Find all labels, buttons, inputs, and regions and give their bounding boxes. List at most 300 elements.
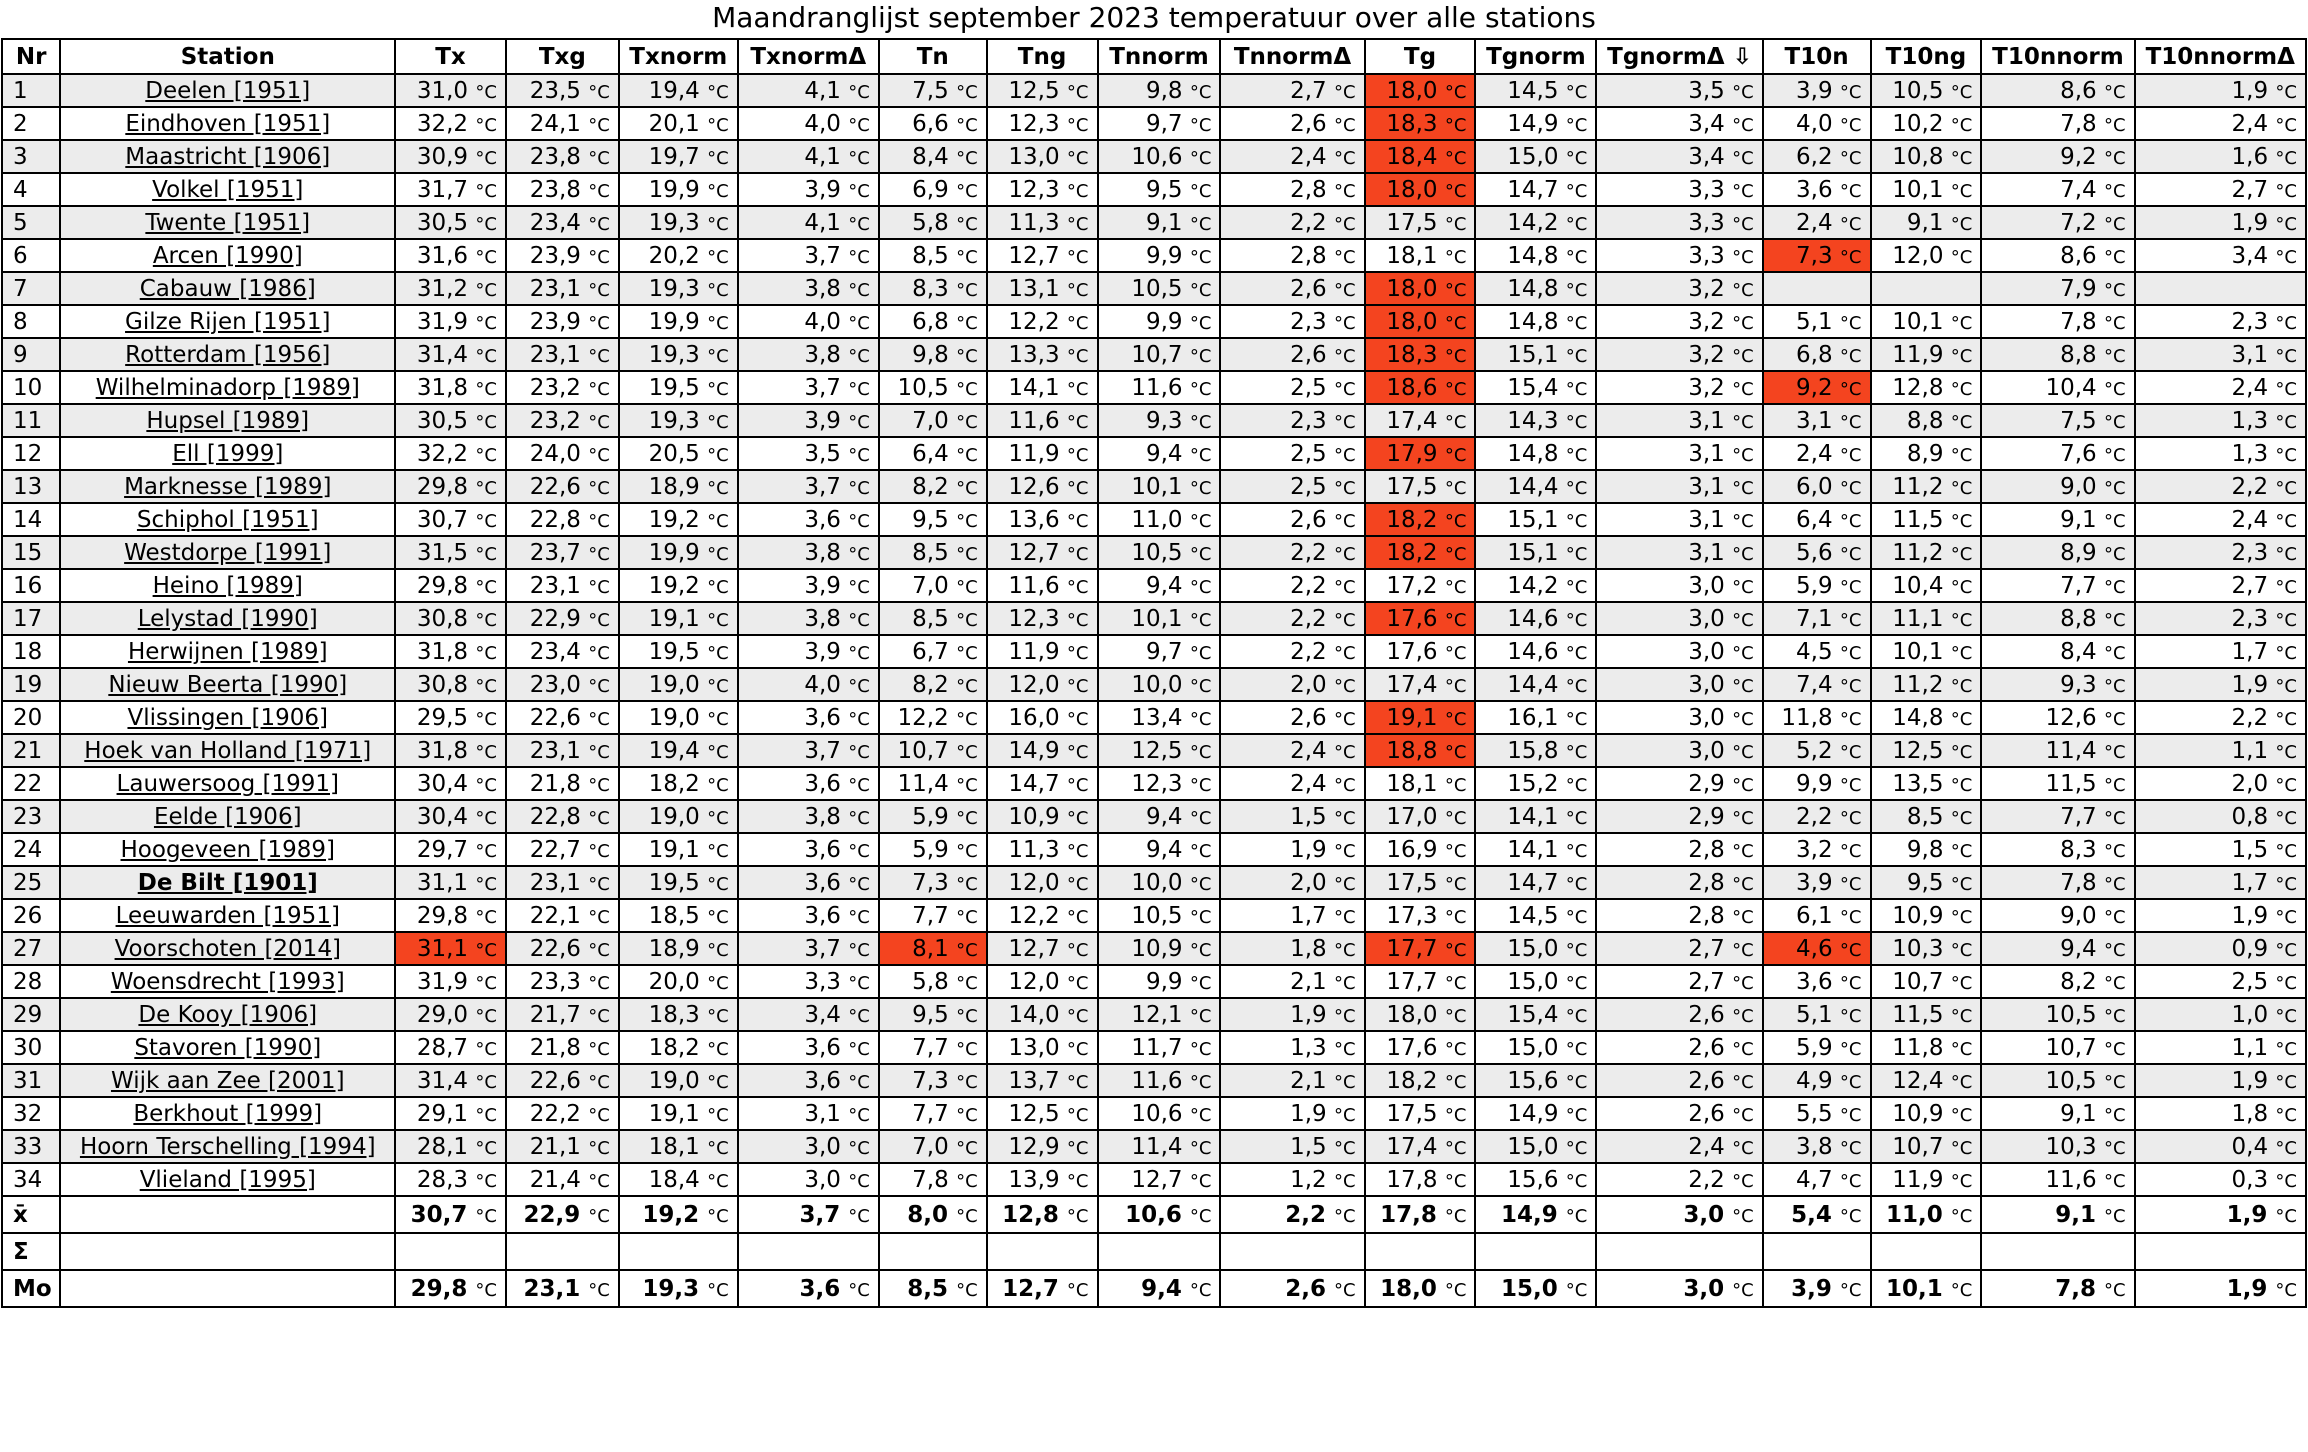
unit: °C <box>2275 1137 2297 1159</box>
unit: °C <box>1839 1005 1862 1027</box>
unit: °C <box>1189 609 1212 631</box>
station-link[interactable]: Hoek van Holland [1971] <box>84 737 372 764</box>
unit: °C <box>1839 642 1862 664</box>
value: 23,1 <box>529 275 581 302</box>
value-cell <box>1475 1097 1596 1130</box>
value: 11,9 <box>1892 341 1944 368</box>
station-link[interactable]: Twente [1951] <box>145 209 311 236</box>
value: 29,8 <box>416 473 469 500</box>
value-cell <box>1596 635 1762 668</box>
value-cell <box>1871 437 1982 470</box>
unit: °C <box>1066 642 1089 664</box>
station-link[interactable]: De Bilt [1901] <box>137 869 318 896</box>
value: 9,5 <box>1906 869 1944 896</box>
value-cell <box>1763 800 1871 833</box>
station-cell <box>60 602 395 635</box>
value-cell <box>1981 74 2134 107</box>
unit: °C <box>1066 444 1089 466</box>
station-link[interactable]: Marknesse [1989] <box>124 473 332 500</box>
value-cell <box>506 1270 619 1307</box>
unit: °C <box>956 708 978 730</box>
value: 31,0 <box>416 77 469 104</box>
value-cell <box>1098 404 1221 437</box>
value: 23,1 <box>529 737 581 764</box>
value-cell <box>987 767 1098 800</box>
unit: °C <box>475 1104 497 1126</box>
value: 2,9 <box>1688 770 1725 797</box>
value-cell <box>879 1196 987 1233</box>
value: 11,9 <box>1008 440 1060 467</box>
value: 3,9 <box>1796 869 1833 896</box>
value: 18,0 <box>1386 176 1438 203</box>
station-link[interactable]: Woensdrecht [1993] <box>110 968 345 995</box>
value: 3,6 <box>804 704 841 731</box>
value-cell <box>879 602 987 635</box>
value: 19,5 <box>648 869 700 896</box>
value: 14,8 <box>1507 308 1559 335</box>
unit: °C <box>848 807 870 829</box>
unit: °C <box>1839 873 1862 895</box>
unit: °C <box>956 939 978 961</box>
value: 11,2 <box>1892 473 1944 500</box>
station-link[interactable]: Ell [1999] <box>172 440 284 467</box>
value: 3,7 <box>804 935 841 962</box>
value: 3,8 <box>804 605 841 632</box>
value-cell <box>395 1097 506 1130</box>
value-cell <box>1365 371 1476 404</box>
value: 3,1 <box>1688 407 1725 434</box>
value: 3,6 <box>799 1275 841 1302</box>
unit: °C <box>1189 906 1212 928</box>
unit: °C <box>1950 213 1973 235</box>
unit: °C <box>1565 675 1588 697</box>
rank-cell: 16 <box>2 569 60 602</box>
station-link[interactable]: Eelde [1906] <box>153 803 302 830</box>
value-cell <box>1220 569 1364 602</box>
value: 23,1 <box>529 869 581 896</box>
value: 8,1 <box>912 935 949 962</box>
value-cell <box>506 1196 619 1233</box>
value-cell <box>1596 833 1762 866</box>
value: 3,1 <box>804 1100 841 1127</box>
station-link[interactable]: Maastricht [1906] <box>125 143 331 170</box>
value-cell <box>987 899 1098 932</box>
unit: °C <box>1334 1038 1356 1060</box>
value: 10,1 <box>1131 473 1183 500</box>
unit: °C <box>1444 114 1467 136</box>
value: 15,0 <box>1507 143 1559 170</box>
unit: °C <box>1732 675 1754 697</box>
value: 18,8 <box>1386 737 1438 764</box>
value-cell <box>1981 305 2134 338</box>
value: 18,3 <box>648 1001 700 1028</box>
value: 12,7 <box>1008 539 1060 566</box>
value-cell <box>395 701 506 734</box>
rank-cell: 21 <box>2 734 60 767</box>
unit: °C <box>2103 873 2126 895</box>
unit: °C <box>1334 180 1356 202</box>
value-cell <box>395 1270 506 1307</box>
value-cell <box>1596 701 1762 734</box>
value-cell <box>1981 734 2134 767</box>
table-row <box>2 932 2306 965</box>
unit: °C <box>475 1279 497 1301</box>
value: 31,9 <box>416 308 469 335</box>
value: 1,9 <box>2231 77 2269 104</box>
value: 14,9 <box>1507 1100 1559 1127</box>
value-cell <box>1220 1196 1364 1233</box>
unit: °C <box>956 873 978 895</box>
station-cell <box>60 899 395 932</box>
value: 18,2 <box>1386 1067 1438 1094</box>
value: 12,6 <box>2045 704 2097 731</box>
station-link[interactable]: De Kooy [1906] <box>138 1001 318 1028</box>
value: 11,6 <box>1008 572 1060 599</box>
value-cell <box>987 173 1098 206</box>
value-cell <box>1596 503 1762 536</box>
unit: °C <box>1066 774 1089 796</box>
station-link[interactable]: Heino [1989] <box>152 572 303 599</box>
station-link[interactable]: Westdorpe [1991] <box>124 539 332 566</box>
value: 28,7 <box>416 1034 469 1061</box>
unit: °C <box>1950 1104 1973 1126</box>
value-cell <box>506 668 619 701</box>
unit: °C <box>707 345 729 367</box>
unit: °C <box>1066 906 1089 928</box>
unit: °C <box>1565 576 1588 598</box>
unit: °C <box>2275 1170 2297 1192</box>
unit: °C <box>1565 510 1588 532</box>
table-row <box>2 173 2306 206</box>
station-cell <box>60 866 395 899</box>
value-cell <box>879 734 987 767</box>
value-cell <box>987 536 1098 569</box>
unit: °C <box>1444 1038 1467 1060</box>
value: 19,4 <box>648 77 700 104</box>
station-link[interactable]: Eindhoven [1951] <box>125 110 331 137</box>
value: 31,2 <box>416 275 469 302</box>
value-cell <box>619 1163 738 1196</box>
unit: °C <box>1732 576 1754 598</box>
station-cell <box>60 338 395 371</box>
value: 7,7 <box>912 902 949 929</box>
value: 14,7 <box>1507 869 1559 896</box>
unit: °C <box>956 576 978 598</box>
station-link[interactable]: Nieuw Beerta [1990] <box>108 671 348 698</box>
unit: °C <box>707 840 729 862</box>
value-cell <box>1981 239 2134 272</box>
value: 1,9 <box>1290 1001 1327 1028</box>
value: 1,3 <box>1290 1034 1327 1061</box>
unit: °C <box>848 939 870 961</box>
value-cell <box>1763 701 1871 734</box>
unit: °C <box>848 312 870 334</box>
unit: °C <box>1950 114 1973 136</box>
station-link[interactable]: Cabauw [1986] <box>139 275 316 302</box>
value: 7,3 <box>912 1067 949 1094</box>
unit: °C <box>2103 1279 2126 1301</box>
value-cell <box>879 536 987 569</box>
value-cell <box>987 1064 1098 1097</box>
station-cell <box>60 998 395 1031</box>
station-link[interactable]: Rotterdam [1956] <box>125 341 331 368</box>
unit: °C <box>2275 1071 2297 1093</box>
unit: °C <box>707 939 729 961</box>
value-cell <box>395 338 506 371</box>
value-cell <box>2135 998 2306 1031</box>
unit: °C <box>1950 1005 1973 1027</box>
summary-row <box>2 1270 2306 1307</box>
station-link[interactable]: Voorschoten [2014] <box>114 935 341 962</box>
station-link[interactable]: Hoorn Terschelling [1994] <box>79 1133 376 1160</box>
value-cell <box>506 1130 619 1163</box>
value-cell <box>619 1270 738 1307</box>
value: 6,0 <box>1796 473 1833 500</box>
unit: °C <box>1839 1104 1862 1126</box>
unit: °C <box>1334 906 1356 928</box>
value-cell <box>1365 74 1476 107</box>
unit: °C <box>1334 675 1356 697</box>
column-header-tgnorm-delta[interactable]: TgnormΔ ⇩ <box>1596 39 1762 74</box>
unit: °C <box>1950 972 1973 994</box>
table-row <box>2 272 2306 305</box>
value: 17,8 <box>1380 1201 1437 1228</box>
table-row <box>2 734 2306 767</box>
value-cell <box>1220 107 1364 140</box>
value: 11,0 <box>1131 506 1183 533</box>
value: 0,8 <box>2231 803 2269 830</box>
unit: °C <box>1066 1038 1089 1060</box>
unit: °C <box>1839 939 1862 961</box>
value-cell <box>506 899 619 932</box>
value: 10,9 <box>1892 902 1944 929</box>
unit: °C <box>588 939 610 961</box>
unit: °C <box>1444 774 1467 796</box>
value-cell <box>1365 668 1476 701</box>
unit: °C <box>1732 246 1754 268</box>
station-link[interactable]: Vlieland [1995] <box>139 1166 316 1193</box>
value: 10,0 <box>1131 671 1183 698</box>
unit: °C <box>2275 642 2297 664</box>
unit: °C <box>707 543 729 565</box>
value: 14,1 <box>1507 803 1559 830</box>
value: 2,6 <box>1688 1100 1725 1127</box>
value: 10,1 <box>1886 1275 1943 1302</box>
station-link[interactable]: Gilze Rijen [1951] <box>125 308 331 335</box>
value: 2,3 <box>2231 539 2269 566</box>
rank-cell: 1 <box>2 74 60 107</box>
unit: °C <box>1950 807 1973 829</box>
unit: °C <box>1950 576 1973 598</box>
value-cell <box>1220 1233 1364 1270</box>
value: 2,7 <box>1688 968 1725 995</box>
unit: °C <box>707 312 729 334</box>
value: 1,7 <box>2231 638 2269 665</box>
unit: °C <box>2275 444 2297 466</box>
station-link[interactable]: Herwijnen [1989] <box>127 638 328 665</box>
value-cell <box>738 470 879 503</box>
value: 7,8 <box>912 1166 949 1193</box>
value-cell <box>1475 1130 1596 1163</box>
unit: °C <box>1334 1071 1356 1093</box>
unit: °C <box>1444 675 1467 697</box>
value-cell <box>987 1270 1098 1307</box>
unit: °C <box>1066 279 1089 301</box>
station-link[interactable]: Arcen [1990] <box>152 242 303 269</box>
value: 10,5 <box>1892 77 1944 104</box>
value: 31,6 <box>416 242 469 269</box>
value-cell <box>1475 668 1596 701</box>
unit: °C <box>2103 378 2126 400</box>
value-cell <box>987 437 1098 470</box>
station-cell <box>60 1031 395 1064</box>
value: 14,3 <box>1507 407 1559 434</box>
unit: °C <box>475 906 497 928</box>
unit: °C <box>1444 840 1467 862</box>
value-cell <box>879 1097 987 1130</box>
unit: °C <box>2103 609 2126 631</box>
value-cell <box>738 536 879 569</box>
value-cell <box>1871 1031 1982 1064</box>
value-cell <box>1981 635 2134 668</box>
value: 30,5 <box>416 209 469 236</box>
table-row <box>2 140 2306 173</box>
value: 8,3 <box>912 275 949 302</box>
unit: °C <box>848 1205 870 1227</box>
station-cell <box>60 1097 395 1130</box>
unit: °C <box>956 180 978 202</box>
value: 3,8 <box>1796 1133 1833 1160</box>
value: 20,5 <box>648 440 700 467</box>
unit: °C <box>1732 1005 1754 1027</box>
unit: °C <box>1950 180 1973 202</box>
station-cell <box>60 635 395 668</box>
column-header-station: Station <box>60 39 395 74</box>
unit: °C <box>1189 345 1212 367</box>
station-link[interactable]: Berkhout [1999] <box>133 1100 323 1127</box>
value: 5,9 <box>912 836 949 863</box>
value-cell <box>1220 833 1364 866</box>
value-cell <box>395 932 506 965</box>
rank-cell: 34 <box>2 1163 60 1196</box>
value: 3,1 <box>1796 407 1833 434</box>
value: 1,8 <box>1290 935 1327 962</box>
value: 13,4 <box>1131 704 1183 731</box>
value-cell <box>395 470 506 503</box>
unit: °C <box>848 1137 870 1159</box>
unit: °C <box>956 114 978 136</box>
value-cell <box>2135 107 2306 140</box>
station-link[interactable]: Leeuwarden [1951] <box>115 902 340 929</box>
unit: °C <box>956 972 978 994</box>
station-link[interactable]: Vlissingen [1906] <box>127 704 329 731</box>
unit: °C <box>1444 345 1467 367</box>
value-cell <box>2135 1064 2306 1097</box>
value-cell <box>1596 668 1762 701</box>
unit: °C <box>1839 510 1862 532</box>
value-cell <box>619 965 738 998</box>
station-link[interactable]: Hoogeveen [1989] <box>120 836 335 863</box>
value: 15,4 <box>1507 374 1559 401</box>
unit: °C <box>2275 741 2297 763</box>
value: 8,5 <box>912 242 949 269</box>
unit: °C <box>2275 246 2297 268</box>
unit: °C <box>956 906 978 928</box>
value-cell <box>1220 899 1364 932</box>
value: 5,6 <box>1796 539 1833 566</box>
unit: °C <box>1189 510 1212 532</box>
station-link[interactable]: Lauwersoog [1991] <box>116 770 339 797</box>
value-cell <box>1365 173 1476 206</box>
unit: °C <box>1950 1137 1973 1159</box>
value-cell <box>987 74 1098 107</box>
station-link[interactable]: Lelystad [1990] <box>137 605 318 632</box>
unit: °C <box>2275 1104 2297 1126</box>
station-link[interactable]: Schiphol [1951] <box>136 506 319 533</box>
table-row <box>2 239 2306 272</box>
value: 12,2 <box>1008 902 1060 929</box>
station-link[interactable]: Stavoren [1990] <box>134 1034 322 1061</box>
value: 12,5 <box>1008 77 1060 104</box>
value-cell <box>1098 503 1221 536</box>
value-cell <box>506 1163 619 1196</box>
value-cell <box>2135 833 2306 866</box>
unit: °C <box>1189 1205 1212 1227</box>
value-cell <box>1098 1031 1221 1064</box>
value: 9,4 <box>2060 935 2097 962</box>
station-link[interactable]: Volkel [1951] <box>152 176 304 203</box>
value: 3,2 <box>1688 341 1725 368</box>
page-title: Maandranglijst september 2023 temperatuur over alle stations <box>712 1 1596 34</box>
value: 29,0 <box>416 1001 469 1028</box>
unit: °C <box>1189 246 1212 268</box>
value-cell <box>1365 932 1476 965</box>
unit: °C <box>1950 477 1973 499</box>
value: 12,0 <box>1008 968 1060 995</box>
value-cell <box>1220 1064 1364 1097</box>
value: 3,7 <box>804 374 841 401</box>
value-cell <box>395 569 506 602</box>
value-cell <box>987 1031 1098 1064</box>
unit: °C <box>475 939 497 961</box>
value-cell <box>738 437 879 470</box>
value: 12,5 <box>1008 1100 1060 1127</box>
value-cell <box>1763 239 1871 272</box>
station-link[interactable]: Wijk aan Zee [2001] <box>110 1067 345 1094</box>
value-cell <box>2135 1031 2306 1064</box>
station-link[interactable]: Hupsel [1989] <box>146 407 310 434</box>
value-cell <box>1365 206 1476 239</box>
station-cell <box>60 701 395 734</box>
value: 19,2 <box>648 506 700 533</box>
value: 3,7 <box>804 737 841 764</box>
unit: °C <box>475 1137 497 1159</box>
value-cell <box>1981 701 2134 734</box>
value-cell <box>1220 1163 1364 1196</box>
value: 5,2 <box>1796 737 1833 764</box>
unit: °C <box>1334 1137 1356 1159</box>
value-cell <box>619 1196 738 1233</box>
unit: °C <box>1066 576 1089 598</box>
value-cell <box>1596 965 1762 998</box>
value: 19,1 <box>1386 704 1438 731</box>
value: 3,4 <box>1688 143 1725 170</box>
unit: °C <box>1066 1137 1089 1159</box>
station-link[interactable]: Deelen [1951] <box>145 77 311 104</box>
rank-cell: 26 <box>2 899 60 932</box>
value: 2,2 <box>1285 1201 1326 1228</box>
station-link[interactable]: Wilhelminadorp [1989] <box>95 374 360 401</box>
